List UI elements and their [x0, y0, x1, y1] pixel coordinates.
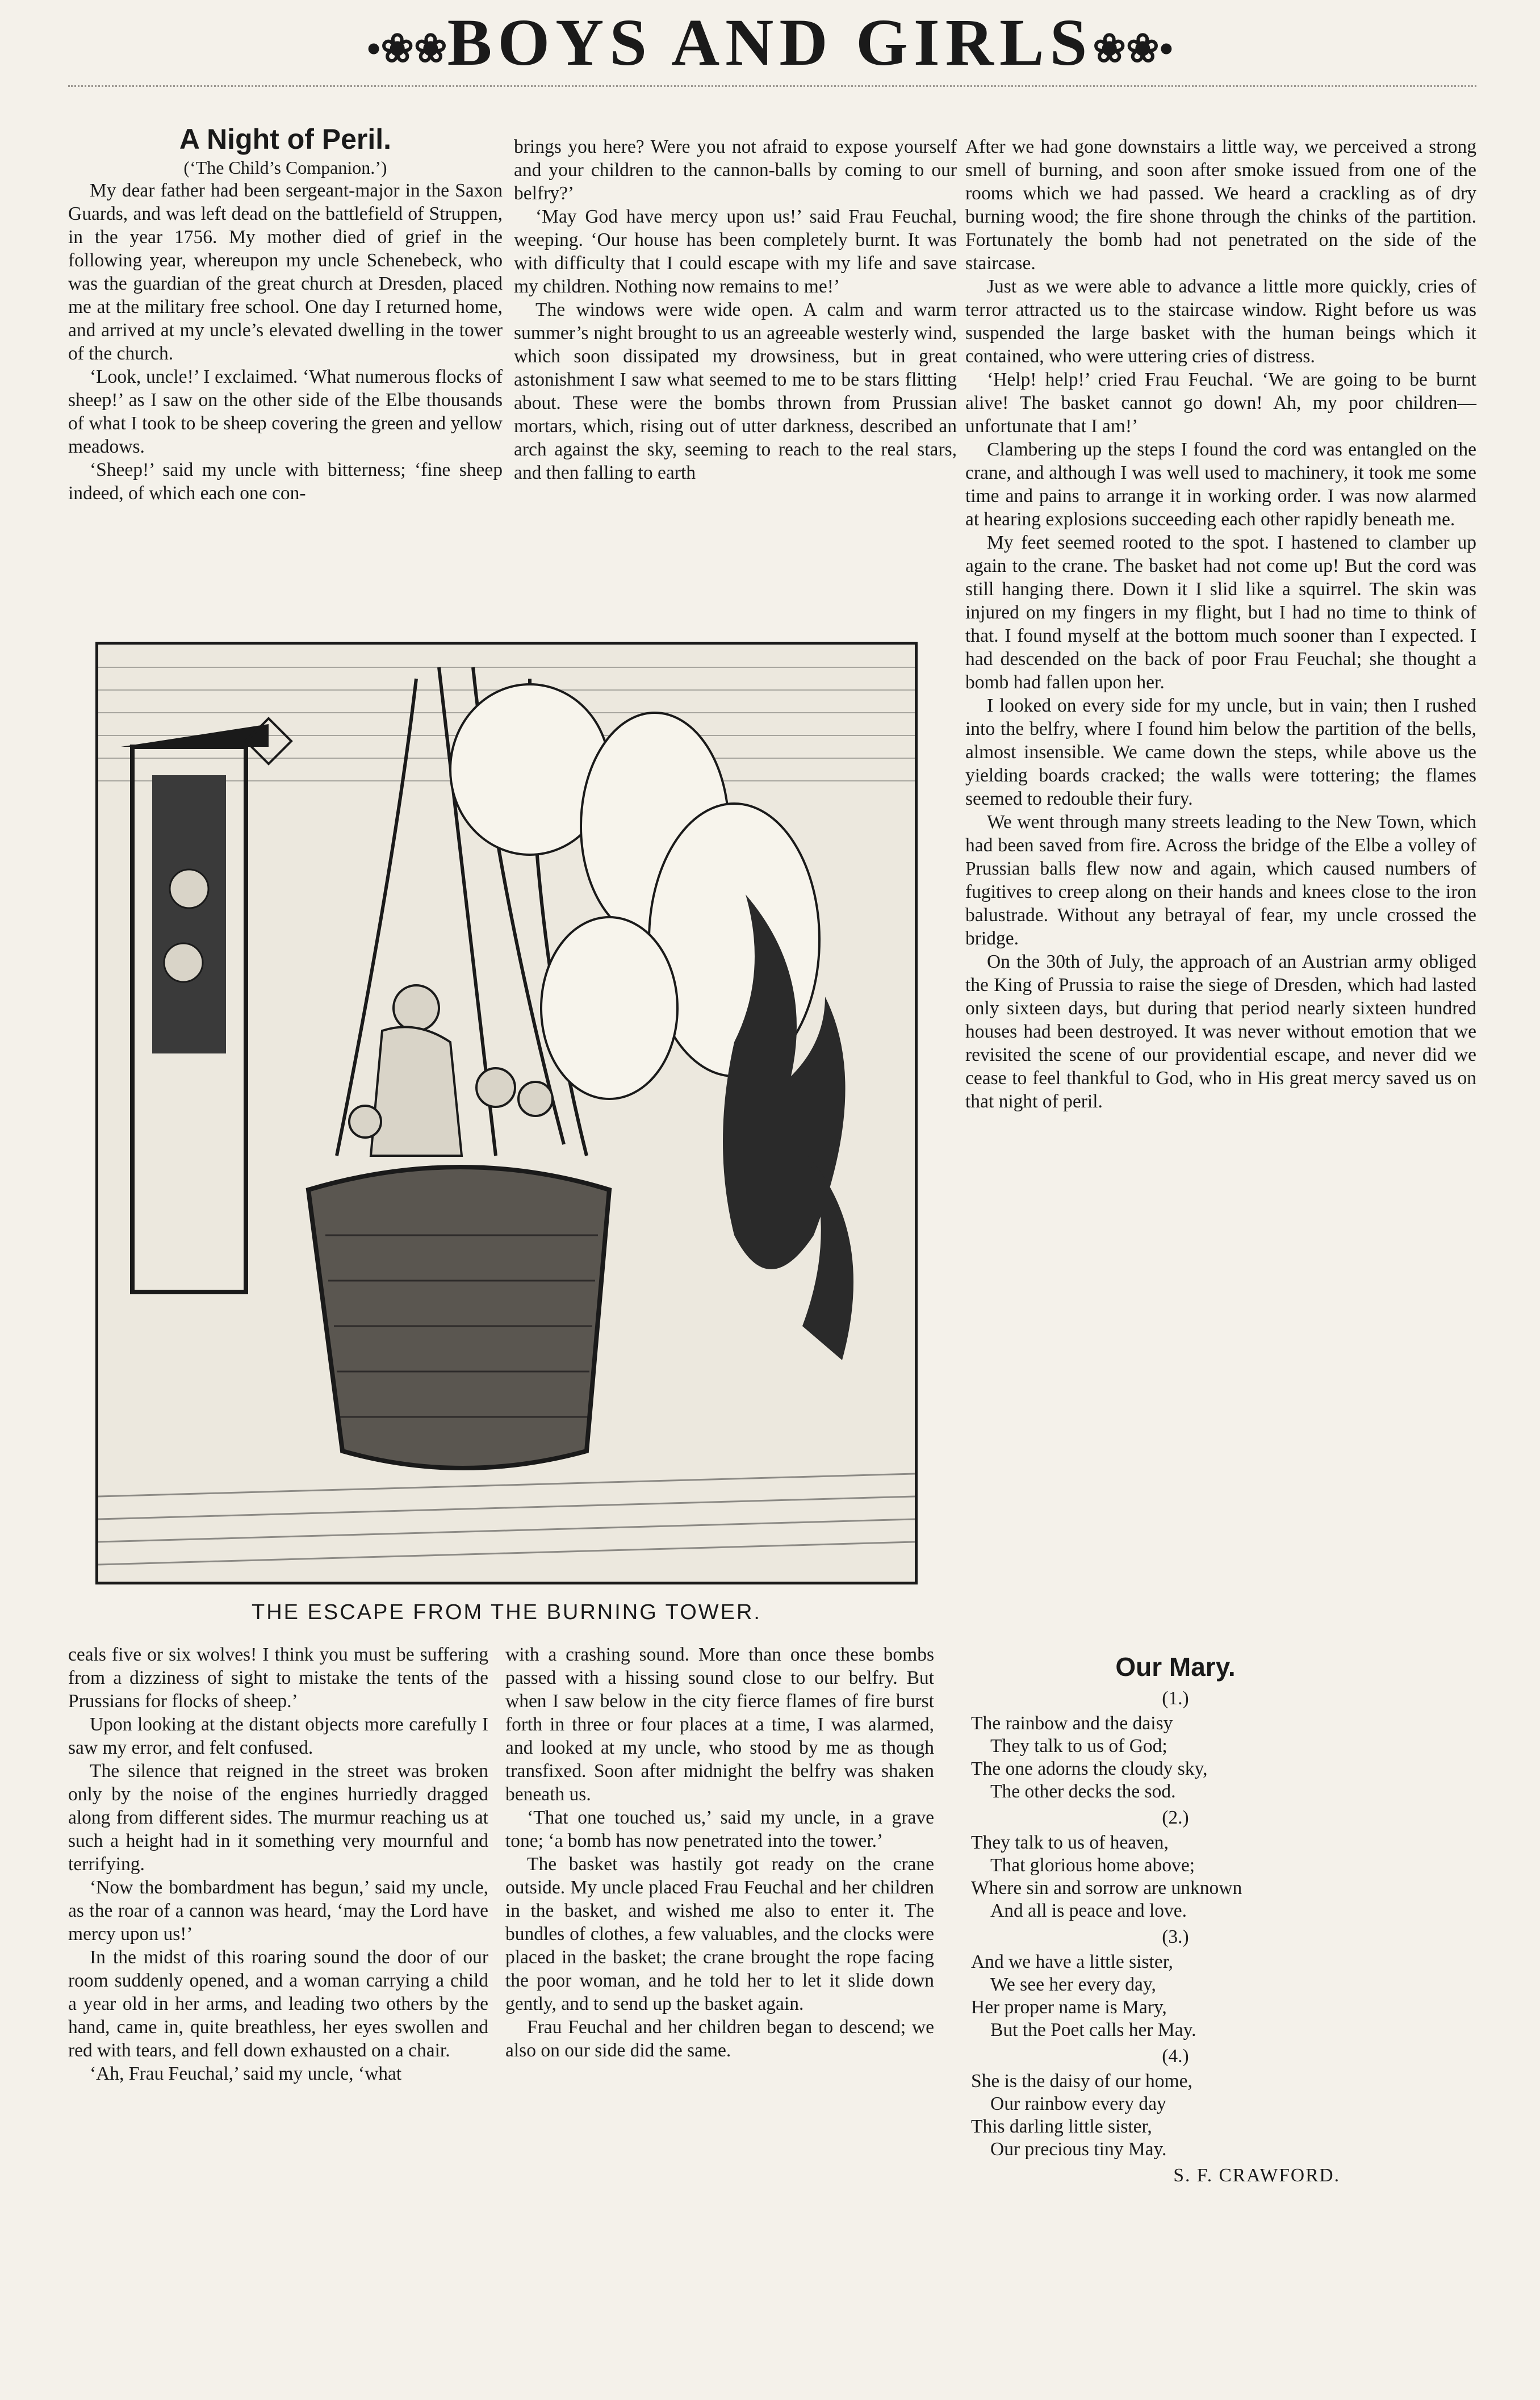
paragraph: ‘Sheep!’ said my uncle with bitterness; ‘fine sheep indeed, of which each one con-	[68, 459, 503, 504]
story-column-3	[965, 135, 1476, 1113]
paragraph: Clambering up the steps I found the cord was entangled on the crane, and although I was well used to machinery, it took me some time and pains to arrange it in working order. I was now alarmed at hearing explosions succeeding each other rapidly beneath me.	[965, 439, 1476, 530]
paragraph: brings you here? Were you not afraid to expose yourself and your children to the cannon-balls by coming to our belfry?’	[514, 136, 957, 204]
poem-line: The rainbow and the daisy	[971, 1713, 1173, 1734]
poem-line: Her proper name is Mary,	[971, 1997, 1167, 2018]
paragraph: ‘May God have mercy upon us!’ said Frau Feuchal, weeping. ‘Our house has been completely burnt. It was with difficulty that I could escape with my life and save my children. Nothing now remains to me!’	[514, 206, 957, 297]
paragraph: On the 30th of July, the approach of an Austrian army obliged the King of Prussia to raise the siege of Dresden, which had lasted only sixteen days, but during that period nearly sixteen hundred houses had been destroyed. It was never without emotion that we revisited the scene of our providential escape, and never did we cease to feel thankful to God, who in His great mercy saved us on that night of peril.	[965, 951, 1476, 1112]
masthead-rule	[68, 85, 1476, 87]
paragraph: ‘Look, uncle!’ I exclaimed. ‘What numerous flocks of sheep!’ as I saw on the other side of the Elbe thousands of what I took to be sheep covering the green and yellow meadows.	[68, 366, 503, 457]
poem-line: Our rainbow every day	[990, 2093, 1166, 2114]
poem-line: And we have a little sister,	[971, 1951, 1173, 1972]
masthead-left-ornament: •❀❀	[366, 27, 447, 71]
paragraph: In the midst of this roaring sound the door of our room suddenly opened, and a woman carrying a child a year old in her arms, and leading two others by the hand, came in, quite breathless, her eyes swollen and red with tears, and fell down exhausted on a chair.	[68, 1947, 488, 2061]
story-column-2-top	[514, 135, 957, 484]
poem-stanza	[971, 1926, 1380, 2042]
paragraph: ‘Ah, Frau Feuchal,’ said my uncle, ‘what	[90, 2063, 402, 2084]
paragraph: ‘Now the bombardment has begun,’ said my uncle, as the roar of a cannon was heard, ‘may the Lord have mercy upon us!’	[68, 1877, 488, 1945]
poem-stanza	[971, 1687, 1380, 1803]
story-headline: A Night of Peril.	[179, 123, 392, 155]
paragraph: with a crashing sound. More than once these bombs passed with a hissing sound close to our belfry. But when I saw below in the city fierce flames of fire burst forth in three or four places at a time, I was alarmed, and looked at my uncle, who stood by me as though transfixed. Soon after midnight the belfry was shaken beneath us.	[505, 1644, 934, 1805]
poem-author: S. F. CRAWFORD.	[1173, 2165, 1340, 2186]
poem-line: This darling little sister,	[971, 2116, 1152, 2137]
stanza-number: (4.)	[1162, 2046, 1189, 2067]
poem-line: We see her every day,	[990, 1974, 1156, 1995]
story-byline: (‘The Child’s Companion.’)	[183, 157, 387, 178]
burning-tower-illustration	[95, 642, 918, 1584]
poem-line: She is the daisy of our home,	[971, 2071, 1192, 2092]
poem-line: And all is peace and love.	[990, 1900, 1187, 1921]
poem-line: They talk to us of God;	[990, 1736, 1167, 1757]
stanza-number: (2.)	[1162, 1807, 1189, 1828]
poem-our-mary	[971, 1650, 1380, 2187]
paragraph: The basket was hastily got ready on the crane outside. My uncle placed Frau Feuchal and her children in the basket, and wished me also to enter it. The bundles of clothes, a few valuables, and the clocks were placed in the basket; the crane brought the rope facing the poor woman, and he told her to let it slide down gently, and to send up the basket again.	[505, 1854, 934, 2014]
stanza-number: (3.)	[1162, 1926, 1189, 1947]
paragraph: Upon looking at the distant objects more carefully I saw my error, and felt confused.	[68, 1714, 488, 1758]
paragraph: We went through many streets leading to the New Town, which had been saved from fire. Across the bridge of the Elbe a volley of Prussian balls flew now and again, which caused numbers of fugitives to creep along on their hands and knees close to the iron balustrade. Without any betrayal of fear, my uncle crossed the bridge.	[965, 812, 1476, 949]
poem-line: Our precious tiny May.	[990, 2139, 1167, 2160]
poem-line: The one adorns the cloudy sky,	[971, 1758, 1208, 1779]
poem-line: That glorious home above;	[990, 1855, 1195, 1876]
paragraph: My feet seemed rooted to the spot. I hastened to clamber up again to the crane. The basket had not come up! But the cord was still hanging there. Down it I slid like a squirrel. The skin was injured on my fingers in my flight, but I had no time to think of that. I found myself at the bottom much sooner than I expected. I had descended on the back of poor Frau Feuchal; she thought a bomb had fallen upon her.	[965, 532, 1476, 693]
poem-line: But the Poet calls her May.	[990, 2019, 1196, 2041]
masthead-title: BOYS AND GIRLS	[447, 5, 1093, 80]
paragraph: Frau Feuchal and her children began to descend; we also on our side did the same.	[505, 2017, 934, 2061]
paragraph: My dear father had been sergeant-major in the Saxon Guards, and was left dead on the battlefield of Struppen, in the year 1756. My mother died of grief in the following year, whereupon my uncle Schenebeck, who was the guardian of the great church at Dresden, placed me at the military free school. One day I returned home, and arrived at my uncle’s elevated dwelling in the tower of the church.	[68, 180, 503, 364]
poem-title: Our Mary.	[1115, 1652, 1236, 1682]
poem-line: The other decks the sod.	[990, 1781, 1176, 1802]
paragraph: Just as we were able to advance a little more quickly, cries of terror attracted us to the staircase window. Right before us was suspended the large basket with the human beings which it contained, who were uttering cries of distress.	[965, 276, 1476, 367]
paragraph: ‘That one touched us,’ said my uncle, in a grave tone; ‘a bomb has now penetrated into the tower.’	[505, 1807, 934, 1851]
paragraph: ceals five or six wolves! I think you must be suffering from a dizziness of sight to mistake the tents of the Prussians for flocks of sheep.’	[68, 1644, 488, 1712]
story-column-1-bottom	[68, 1643, 488, 2085]
poem-stanza	[971, 2045, 1380, 2161]
stanza-number: (1.)	[1162, 1688, 1189, 1709]
illustration-caption: THE ESCAPE FROM THE BURNING TOWER.	[252, 1600, 761, 1624]
poem-stanza	[971, 1807, 1380, 1922]
story-column-2-bottom	[505, 1643, 934, 2062]
paragraph: ‘Help! help!’ cried Frau Feuchal. ‘We are going to be burnt alive! The basket cannot go down! Ah, my poor children—unfortunate that I am!’	[965, 369, 1476, 437]
paragraph: After we had gone downstairs a little way, we perceived a strong smell of burning, and soon after smoke issued from one of the rooms which we had passed. We heard a crackling as of dry burning wood; the fire shone through the chinks of the partition. Fortunately the bomb had not penetrated on the side of the staircase.	[965, 136, 1476, 274]
masthead-right-ornament: ❀❀•	[1093, 27, 1174, 71]
poem-line: They talk to us of heaven,	[971, 1832, 1169, 1853]
masthead	[273, 6, 1267, 80]
paragraph: The silence that reigned in the street was broken only by the noise of the engines hurriedly dragged along from different sides. The murmur reaching us at such a height had in it something very mournful and terrifying.	[68, 1761, 488, 1875]
paragraph: I looked on every side for my uncle, but in vain; then I rushed into the belfry, where I found him below the partition of the bells, almost insensible. We came down the steps, while above us the yielding boards cracked; the walls were tottering; the flames seemed to redouble their fury.	[965, 695, 1476, 809]
burning-tower-engraving-icon	[98, 645, 915, 1582]
poem-line: Where sin and sorrow are unknown	[971, 1878, 1242, 1899]
story-column-1-top	[68, 122, 503, 505]
paragraph: The windows were wide open. A calm and warm summer’s night brought to us an agreeable westerly wind, which soon dissipated my drowsiness, but in great astonishment I saw what seemed to me to be stars flitting about. These were the bombs thrown from Prussian mortars, which, rising out of utter darkness, described an arch against the sky, seeming to reach to the real stars, and then falling to earth	[514, 299, 957, 483]
